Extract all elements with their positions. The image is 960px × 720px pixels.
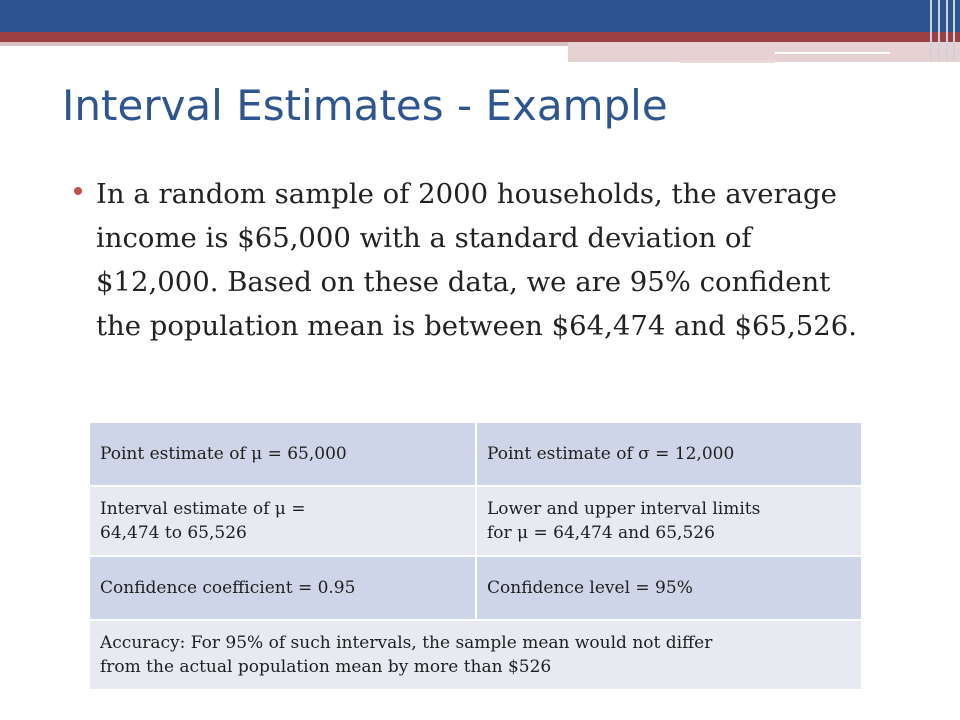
table-cell [89, 620, 862, 690]
header-shadow [0, 42, 570, 46]
table-cell [476, 486, 862, 556]
header-divider [938, 0, 940, 60]
cell-text: Lower and upper interval limits [487, 499, 761, 519]
header-line [775, 52, 890, 54]
slide-title: Interval Estimates - Example [62, 81, 668, 130]
header-tail [680, 60, 775, 63]
cell-text: Point estimate of μ = 65,000 [100, 444, 347, 464]
cell-text: Confidence level = 95% [487, 578, 693, 598]
cell-text: Accuracy: For 95% of such intervals, the sample mean would not differ [100, 633, 713, 653]
header-divider [953, 0, 955, 60]
cell-text: from the actual population mean by more than $526 [100, 657, 552, 677]
header-step [568, 42, 960, 62]
table-row [89, 620, 862, 690]
table-cell [476, 422, 862, 486]
table-row [89, 422, 862, 486]
table-row [89, 556, 862, 620]
header-divider [946, 0, 948, 60]
bullet-text: In a random sample of 2000 households, the average income is $65,000 with a standard deviation of $12,000. Based on these data, we are 95% confident the population mean is between $64,474 and $65,526. [96, 178, 857, 342]
header-banner [0, 0, 960, 32]
cell-text: Interval estimate of μ = [100, 499, 306, 519]
estimates-table [88, 421, 863, 691]
table-row [89, 486, 862, 556]
table-cell [476, 556, 862, 620]
table-cell [89, 486, 476, 556]
cell-text: 64,474 to 65,526 [100, 523, 247, 543]
cell-text: Confidence coefficient = 0.95 [100, 578, 356, 598]
header-divider [930, 0, 932, 60]
bullet-icon [74, 187, 82, 195]
table-cell [89, 422, 476, 486]
table-cell [89, 556, 476, 620]
header-accent-stripe [0, 32, 960, 42]
cell-text: for μ = 64,474 and 65,526 [487, 523, 715, 543]
cell-text: Point estimate of σ = 12,000 [487, 444, 735, 464]
